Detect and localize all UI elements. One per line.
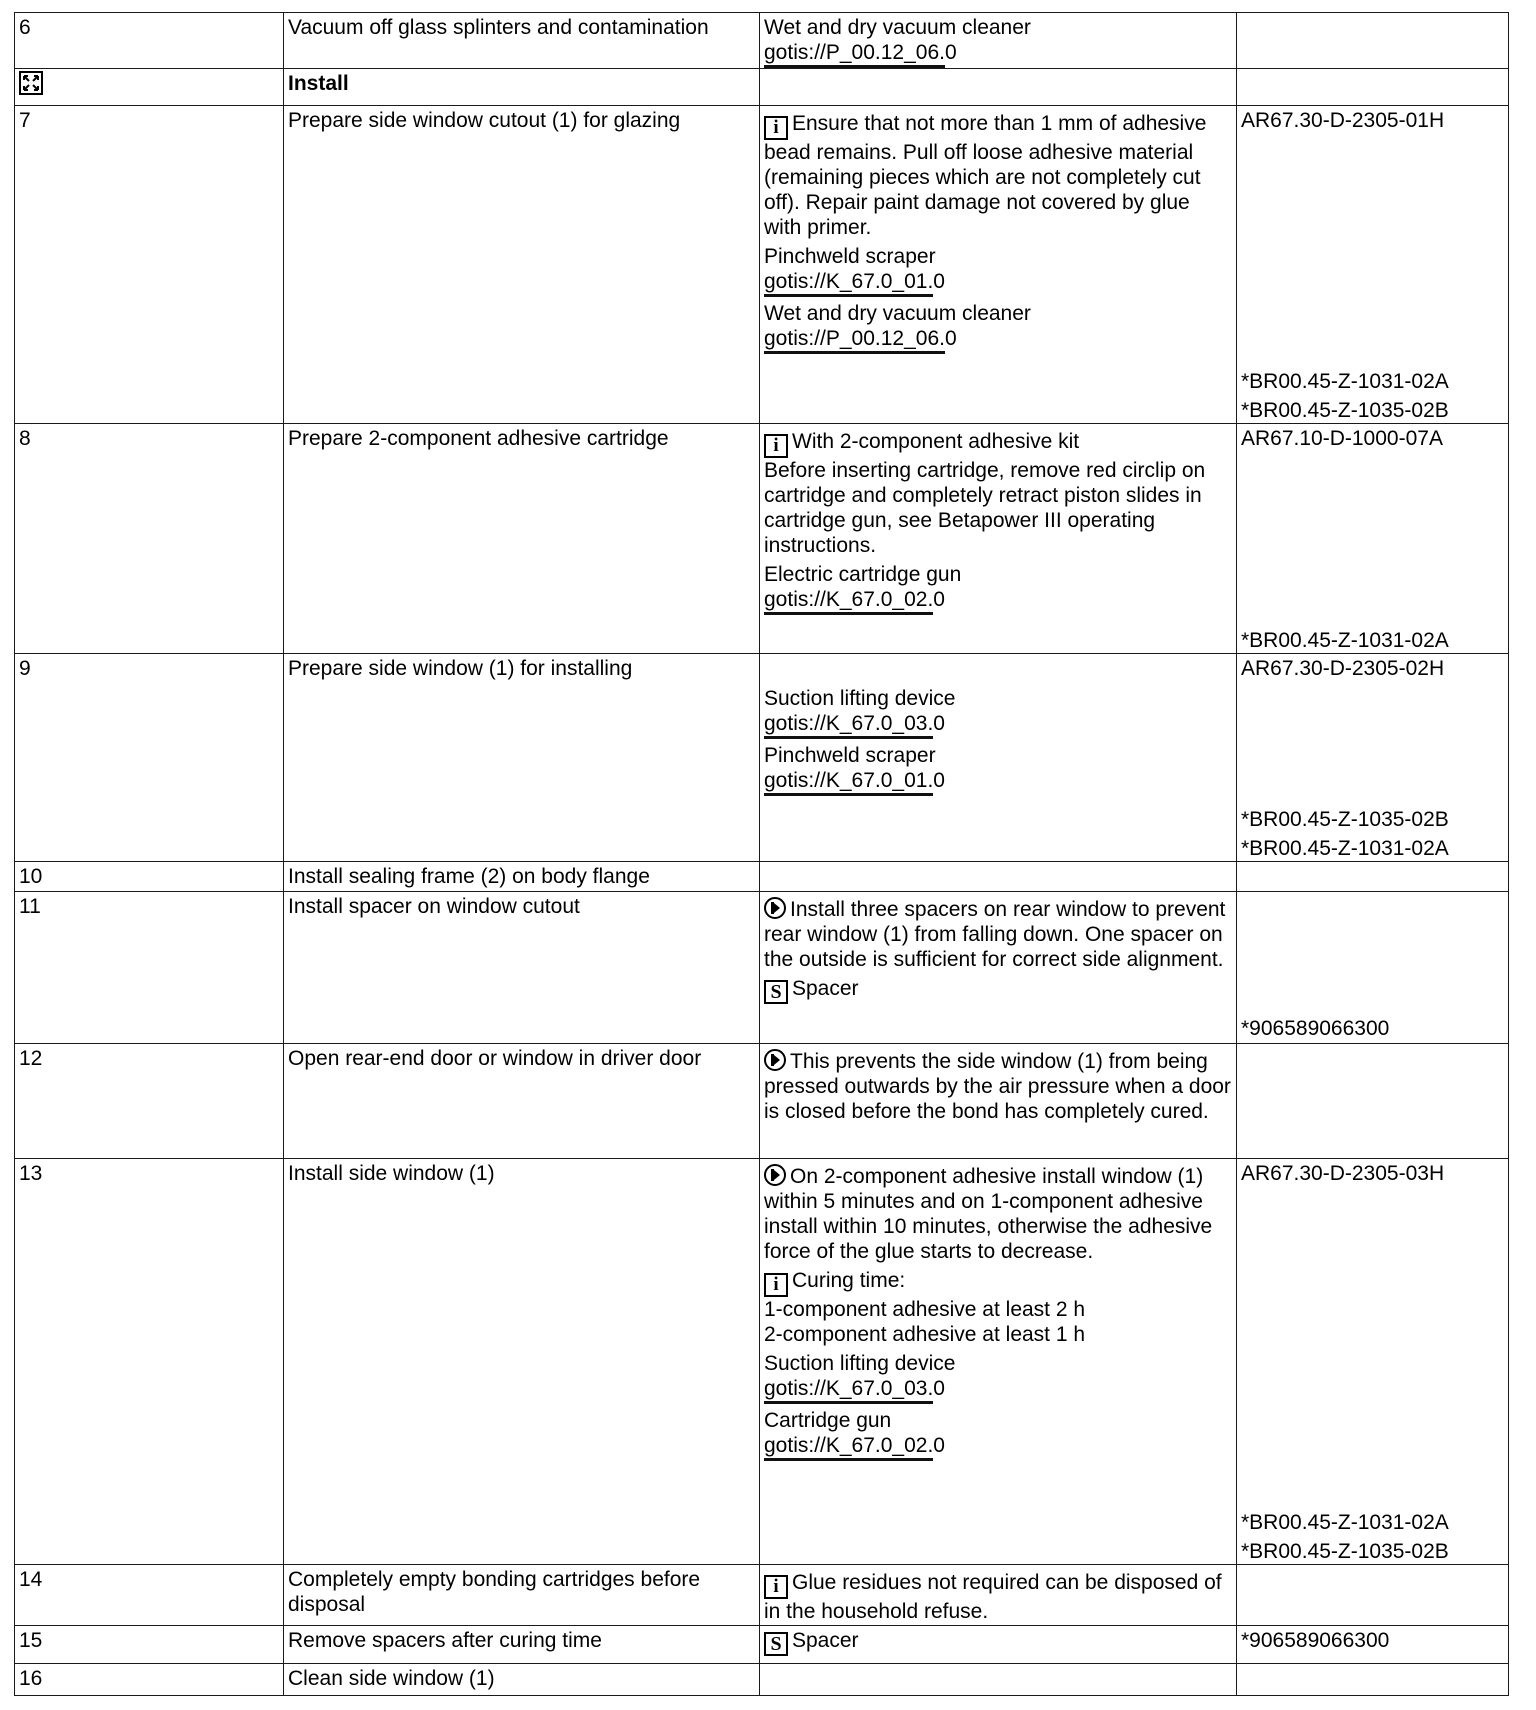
step-details xyxy=(760,1626,1237,1664)
link-suffix: 0 xyxy=(933,1377,945,1400)
link-suffix: 0 xyxy=(933,588,945,611)
note-icon xyxy=(764,1049,786,1071)
step-number: 6 xyxy=(15,13,284,69)
note-text: Install three spacers on rear window to prevent rear window (1) from falling down. One spacer on the outside is sufficient for correct side alignment. xyxy=(764,898,1226,971)
step-details xyxy=(760,892,1237,1044)
step-details xyxy=(760,1159,1237,1565)
ref-link[interactable]: *BR00.45-Z-1035-02B xyxy=(1241,399,1449,422)
ref-link[interactable]: *BR00.45-Z-1031-02A xyxy=(1241,629,1449,652)
step-action: Clean side window (1) xyxy=(284,1664,760,1696)
step-refs xyxy=(1237,654,1509,862)
info-text: 2-component adhesive at least 1 h xyxy=(764,1323,1086,1346)
note-icon xyxy=(764,1164,786,1186)
tool-name: Wet and dry vacuum cleaner xyxy=(764,302,1031,325)
note-text: This prevents the side window (1) from being pressed outwards by the air pressure when a door is closed before the bond has completely cured. xyxy=(764,1050,1231,1123)
step-action: Completely empty bonding cartridges before disposal xyxy=(284,1565,760,1626)
gotis-link[interactable]: gotis://K_67.0_03. xyxy=(764,1378,933,1404)
step-number: 9 xyxy=(15,654,284,862)
info-text: With 2-component adhesive kit xyxy=(792,430,1080,453)
tool-name: Suction lifting device xyxy=(764,687,956,710)
step-action: Install sealing frame (2) on body flange xyxy=(284,862,760,892)
tool-name: Pinchweld scraper xyxy=(764,245,936,268)
ref-link[interactable]: *BR00.45-Z-1031-02A xyxy=(1241,370,1449,393)
ref-link[interactable]: AR67.10-D-1000-07A xyxy=(1241,427,1443,450)
tool-name: Wet and dry vacuum cleaner xyxy=(764,16,1031,39)
link-suffix: 0 xyxy=(933,1434,945,1457)
step-details xyxy=(760,1044,1237,1159)
step-number: 7 xyxy=(15,106,284,424)
step-refs xyxy=(1237,892,1509,1044)
gotis-link[interactable]: gotis://P_00.12_06. xyxy=(764,328,945,354)
step-action: Install spacer on window cutout xyxy=(284,892,760,1044)
ref-link[interactable]: *BR00.45-Z-1035-02B xyxy=(1241,1540,1449,1563)
step-number: 12 xyxy=(15,1044,284,1159)
step-action: Remove spacers after curing time xyxy=(284,1626,760,1664)
table-row xyxy=(15,1664,1509,1696)
tool-name: Electric cartridge gun xyxy=(764,563,962,586)
gotis-link[interactable]: gotis://K_67.0_01. xyxy=(764,770,933,796)
step-details xyxy=(760,13,1237,69)
gotis-link[interactable]: gotis://K_67.0_01. xyxy=(764,271,933,297)
section-icon-cell xyxy=(15,69,284,106)
step-number: 15 xyxy=(15,1626,284,1664)
table-row xyxy=(15,1044,1509,1159)
tool-name: Pinchweld scraper xyxy=(764,744,936,767)
step-action: Prepare 2-component adhesive cartridge xyxy=(284,424,760,654)
table-row xyxy=(15,1626,1509,1664)
ref-link[interactable]: AR67.30-D-2305-01H xyxy=(1241,109,1445,132)
table-row xyxy=(15,106,1509,424)
ref-link[interactable]: *906589066300 xyxy=(1241,1629,1390,1652)
step-number: 13 xyxy=(15,1159,284,1565)
step-refs xyxy=(1237,424,1509,654)
step-number: 11 xyxy=(15,892,284,1044)
install-icon xyxy=(19,71,43,95)
step-details xyxy=(760,1565,1237,1626)
special-tool-icon: S xyxy=(764,1632,788,1656)
info-text: Ensure that not more than 1 mm of adhesive bead remains. Pull off loose adhesive material (remaining pieces which are not completely cut off). Repair paint damage not covered by glue with primer. xyxy=(764,112,1207,239)
step-number: 10 xyxy=(15,862,284,892)
procedure-table xyxy=(14,12,1509,1696)
step-number: 14 xyxy=(15,1565,284,1626)
special-tool-icon: S xyxy=(764,980,788,1004)
info-icon: i xyxy=(764,1273,788,1297)
step-refs xyxy=(1237,106,1509,424)
table-row xyxy=(15,654,1509,862)
gotis-link[interactable]: gotis://K_67.0_03. xyxy=(764,713,933,739)
table-row xyxy=(15,1159,1509,1565)
info-icon: i xyxy=(764,434,788,458)
info-text: Glue residues not required can be disposed of in the household refuse. xyxy=(764,1571,1222,1623)
step-action: Vacuum off glass splinters and contamination xyxy=(284,13,760,69)
ref-link[interactable]: *906589066300 xyxy=(1241,1017,1390,1040)
step-action: Prepare side window cutout (1) for glazing xyxy=(284,106,760,424)
ref-link[interactable]: AR67.30-D-2305-02H xyxy=(1241,657,1445,680)
gotis-link[interactable]: gotis://K_67.0_02. xyxy=(764,1435,933,1461)
table-row xyxy=(15,13,1509,69)
step-action: Open rear-end door or window in driver door xyxy=(284,1044,760,1159)
step-details xyxy=(760,424,1237,654)
link-suffix: 0 xyxy=(933,769,945,792)
step-number: 8 xyxy=(15,424,284,654)
tool-name: Cartridge gun xyxy=(764,1409,892,1432)
info-text: Before inserting cartridge, remove red circlip on cartridge and completely retract piston slides in cartridge gun, see Betapower III operating instructions. xyxy=(764,459,1206,557)
note-text: On 2-component adhesive install window (1) within 5 minutes and on 1-component adhesive install within 10 minutes, otherwise the adhesive force of the glue starts to decrease. xyxy=(764,1165,1213,1263)
step-action: Install side window (1) xyxy=(284,1159,760,1565)
special-tool-name: Spacer xyxy=(792,977,859,1000)
note-icon xyxy=(764,897,786,919)
step-action: Prepare side window (1) for installing xyxy=(284,654,760,862)
gotis-link[interactable]: gotis://K_67.0_02. xyxy=(764,589,933,615)
table-row xyxy=(15,1565,1509,1626)
step-refs xyxy=(1237,1159,1509,1565)
info-icon: i xyxy=(764,116,788,140)
section-title: Install xyxy=(284,69,760,106)
link-suffix: 0 xyxy=(933,712,945,735)
link-suffix: 0 xyxy=(933,270,945,293)
table-row xyxy=(15,862,1509,892)
ref-link[interactable]: *BR00.45-Z-1035-02B xyxy=(1241,808,1449,831)
ref-link[interactable]: AR67.30-D-2305-03H xyxy=(1241,1162,1445,1185)
section-row xyxy=(15,69,1509,106)
table-row xyxy=(15,424,1509,654)
info-text: 1-component adhesive at least 2 h xyxy=(764,1298,1086,1321)
ref-link[interactable]: *BR00.45-Z-1031-02A xyxy=(1241,837,1449,860)
step-refs xyxy=(1237,13,1509,69)
info-text: Curing time: xyxy=(792,1269,906,1292)
step-details xyxy=(760,106,1237,424)
step-number: 16 xyxy=(15,1664,284,1696)
tool-name: Suction lifting device xyxy=(764,1352,956,1375)
table-row xyxy=(15,892,1509,1044)
gotis-link[interactable]: gotis://P_00.12_06. xyxy=(764,42,945,68)
step-details xyxy=(760,654,1237,862)
step-refs xyxy=(1237,1626,1509,1664)
link-suffix: 0 xyxy=(944,41,957,64)
special-tool-name: Spacer xyxy=(792,1629,859,1652)
info-icon: i xyxy=(764,1575,788,1599)
ref-link[interactable]: *BR00.45-Z-1031-02A xyxy=(1241,1511,1449,1534)
link-suffix: 0 xyxy=(944,327,957,350)
